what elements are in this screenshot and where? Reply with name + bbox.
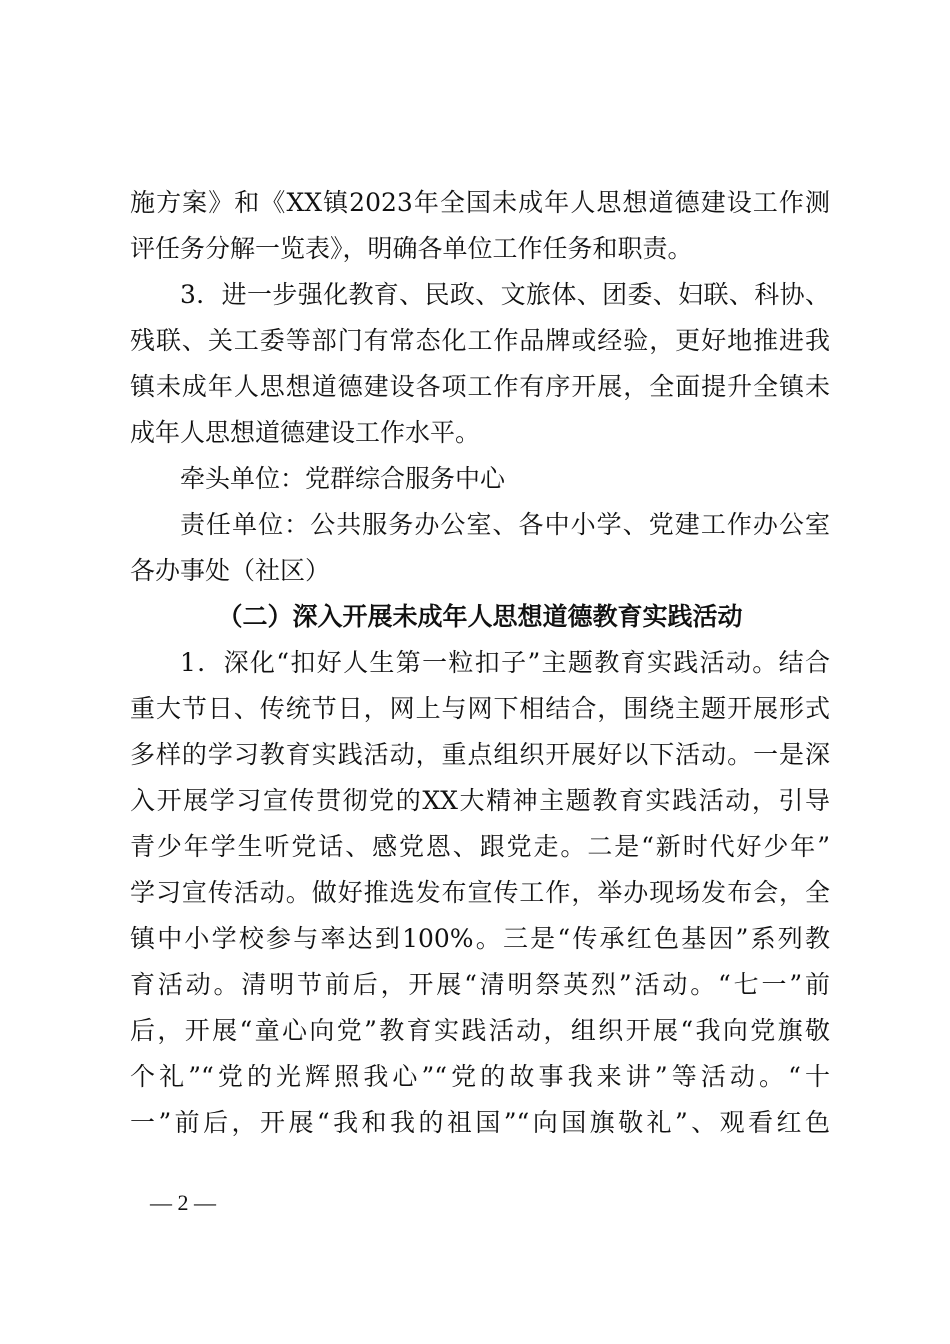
- paragraph-item-1: [130, 640, 830, 1146]
- text-line: 责任单位：公共服务办公室、各中小学、党建工作办公室: [180, 510, 830, 539]
- text-line: 个礼”“党的光辉照我心”“党的故事我来讲”等活动。“十: [130, 1062, 830, 1091]
- text-line: 青少年学生听党话、感党恩、跟党走。二是“新时代好少年”: [130, 832, 830, 861]
- text-line: 残联、关工委等部门有常态化工作品牌或经验，更好地推进我: [130, 326, 830, 355]
- text-line: 评任务分解一览表》，明确各单位工作任务和职责。: [130, 234, 693, 263]
- text-line: 学习宣传活动。做好推选发布宣传工作，举办现场发布会，全: [130, 878, 830, 907]
- section-heading: （二）深入开展未成年人思想道德教育实践活动: [217, 602, 743, 631]
- text-line: 1．深化“扣好人生第一粒扣子”主题教育实践活动。结合: [180, 648, 830, 677]
- text-line: 成年人思想道德建设工作水平。: [130, 418, 481, 447]
- paragraph-item-3: [130, 272, 830, 456]
- text-line: 多样的学习教育实践活动，重点组织开展好以下活动。一是深: [130, 740, 830, 769]
- text-line: 入开展学习宣传贯彻党的XX大精神主题教育实践活动，引导: [130, 786, 830, 815]
- paragraph-continuation: [130, 180, 830, 272]
- text-line: 3．进一步强化教育、民政、文旅体、团委、妇联、科协、: [180, 280, 830, 309]
- page-number: — 2 —: [150, 1190, 216, 1215]
- text-line: 后，开展“童心向党”教育实践活动，组织开展“我向党旗敬: [130, 1016, 830, 1045]
- text-line: 施方案》和《XX镇2023年全国未成年人思想道德建设工作测: [130, 188, 830, 217]
- paragraph-lead-unit: [130, 456, 830, 502]
- text-line: 镇未成年人思想道德建设各项工作有序开展，全面提升全镇未: [130, 372, 830, 401]
- document-body: [130, 180, 830, 1146]
- text-line: 育活动。清明节前后，开展“清明祭英烈”活动。“七一”前: [130, 970, 830, 999]
- text-line: 牵头单位：党群综合服务中心: [180, 464, 506, 493]
- text-line: 各办事处（社区）: [130, 556, 331, 585]
- text-line: 重大节日、传统节日，网上与网下相结合，围绕主题开展形式: [130, 694, 830, 723]
- text-line: 一”前后，开展“我和我的祖国”“向国旗敬礼”、观看红色: [130, 1108, 830, 1137]
- text-line: 镇中小学校参与率达到100%。三是“传承红色基因”系列教: [130, 924, 830, 953]
- paragraph-responsible-unit: [130, 502, 830, 594]
